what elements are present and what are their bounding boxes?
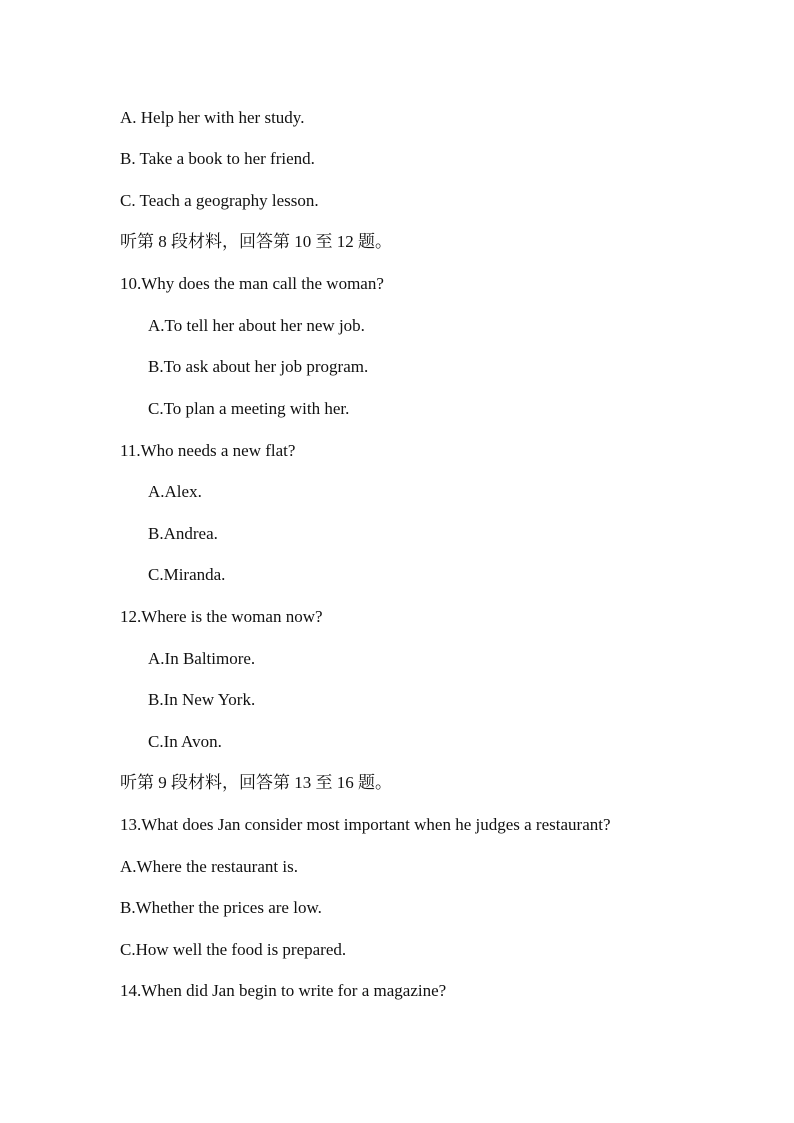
option-a-q9: A. Help her with her study. <box>120 108 305 127</box>
question-11: 11.Who needs a new flat? <box>120 441 296 460</box>
option-a-q13: A.Where the restaurant is. <box>120 857 298 876</box>
option-a-q11: A.Alex. <box>148 482 202 501</box>
option-a-q10: A.To tell her about her new job. <box>148 316 365 335</box>
option-b-q13: B.Whether the prices are low. <box>120 898 322 917</box>
section-heading-9: 听第 9 段材料，回答第 13 至 16 题。 <box>120 773 392 792</box>
question-10: 10.Why does the man call the woman? <box>120 274 384 293</box>
option-c-q11: C.Miranda. <box>148 565 226 584</box>
section-heading-8: 听第 8 段材料，回答第 10 至 12 题。 <box>120 232 392 251</box>
question-12: 12.Where is the woman now? <box>120 607 323 626</box>
option-b-q12: B.In New York. <box>148 690 256 709</box>
question-14: 14.When did Jan begin to write for a magazine? <box>120 981 447 1000</box>
option-c-q13: C.How well the food is prepared. <box>120 940 347 959</box>
option-c-q9: C. Teach a geography lesson. <box>120 191 319 210</box>
option-a-q12: A.In Baltimore. <box>148 649 256 668</box>
option-c-q10: C.To plan a meeting with her. <box>148 399 350 418</box>
option-b-q9: B. Take a book to her friend. <box>120 149 315 168</box>
option-b-q11: B.Andrea. <box>148 524 218 543</box>
option-c-q12: C.In Avon. <box>148 732 222 751</box>
question-13: 13.What does Jan consider most important when he judges a restaurant? <box>120 815 611 834</box>
option-b-q10: B.To ask about her job program. <box>148 357 369 376</box>
